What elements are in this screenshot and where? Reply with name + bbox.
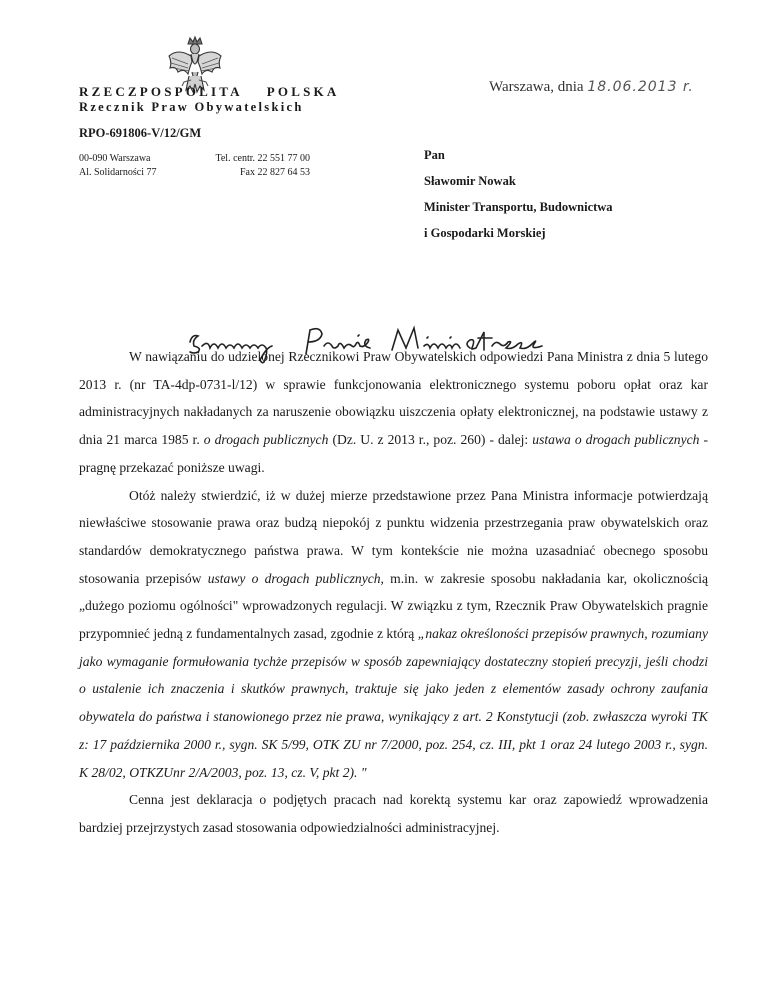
p2-text-c: m.in. w zakresie sposobu nakładania kar, okolicznością „dużego poziomu ogólności" wprowadzonych regulacji. W związku z tym, Rzecznik Praw Obywatelskich pragnie przypomnieć jedną z fundamentalnych zasad, zgodnie z którą xyxy=(79,570,709,642)
recipient-block xyxy=(424,142,613,246)
date-label: Warszawa, dnia xyxy=(489,79,584,95)
letter-date xyxy=(489,79,694,96)
fax-number: Fax 22 827 64 53 xyxy=(240,167,310,178)
paragraph-2 xyxy=(79,482,708,787)
p1-text-a: W nawiązaniu do udzielonej Rzecznikowi Praw Obywatelskich odpowiedzi Pana Ministra z dnia 5 lutego 2013 r. (nr TA-4dp-0731-l/12) w sprawie funkcjonowania elektronicznego systemu poboru opłat oraz kar administracyjnych nakładanych za naruszenie obowiązku uiszczenia opłaty elektronicznej, na podstawie ustawy z dnia 21 marca 1985 r. xyxy=(79,349,708,448)
p2-text-d: „nakaz określoności przepisów prawnych, rozumiany jako wymaganie formułowania tychże przepisów w sposób zapewniający dostateczny stopień precyzji, jeśli chodzi o ustalenie ich znaczenia i skutków prawnych, traktuje się jako jeden z elementów zasady ochrony zaufania obywatela do państwa i stanowionego przez nie prawa, wynikający z art. 2 Konstytucji (zob. zwłaszcza wyroki TK z: 17 października 2000 r., sygn. SK 5/99, OTK ZU nr 7/2000, poz. 254, cz. III, pkt 1 oraz 24 lutego 2003 r., sygn. K 28/02, OTKZUnr 2/A/2003, poz. 13, cz. V, pkt 2). " xyxy=(79,626,709,780)
sender-address xyxy=(79,152,157,180)
paragraph-1 xyxy=(79,343,708,482)
address-line-1: 00-090 Warszawa xyxy=(79,153,151,164)
p2-text-a: Otóż należy stwierdzić, iż w dużej mierze przedstawione przez Pana Ministra informacje potwierdzają niewłaściwe stosowanie prawa oraz budzą niepokój z punktu widzenia przestrzegania praw obywatelskich oraz standardów demokratycznego państwa prawa. W tym kontekście nie można uzasadniać obecnego sposobu stosowania przepisów xyxy=(79,487,708,586)
p1-text-c: (Dz. U. z 2013 r., poz. 260) - dalej: xyxy=(332,432,529,448)
recipient-name: Sławomir Nowak xyxy=(424,174,516,188)
date-handwritten: 18.06.2013 r. xyxy=(587,79,694,95)
address-line-2: Al. Solidarności 77 xyxy=(79,167,157,178)
p2-text-b: ustawy o drogach publicznych, xyxy=(207,570,384,586)
paragraph-3: Cenna jest deklaracja o podjętych pracach nad korektą systemu kar oraz zapowiedź wprowadzenia bardziej przejrzystych zasad stosowania odpowiedzialności administracyjnej. xyxy=(79,792,708,835)
p1-text-d: ustawa o drogach publicznych xyxy=(532,432,700,448)
office-name: Rzecznik Praw Obywatelskich xyxy=(79,100,304,114)
p1-text-b: o drogach publicznych xyxy=(203,432,329,448)
phone-number: Tel. centr. 22 551 77 00 xyxy=(215,153,310,164)
recipient-position-cont: i Gospodarki Morskiej xyxy=(424,226,546,240)
institution-word-1: RZECZPOSPOLITA xyxy=(79,84,243,99)
p1-text-e: - pragnę przekazać poniższe uwagi. xyxy=(79,432,709,475)
sender-contact xyxy=(198,152,310,180)
recipient-position: Minister Transportu, Budownictwa xyxy=(424,200,613,214)
letter-body xyxy=(79,343,708,842)
institution-title xyxy=(79,84,339,100)
reference-number: RPO-691806-V/12/GM xyxy=(79,126,202,140)
recipient-title: Pan xyxy=(424,148,445,162)
institution-word-2: POLSKA xyxy=(266,84,340,99)
